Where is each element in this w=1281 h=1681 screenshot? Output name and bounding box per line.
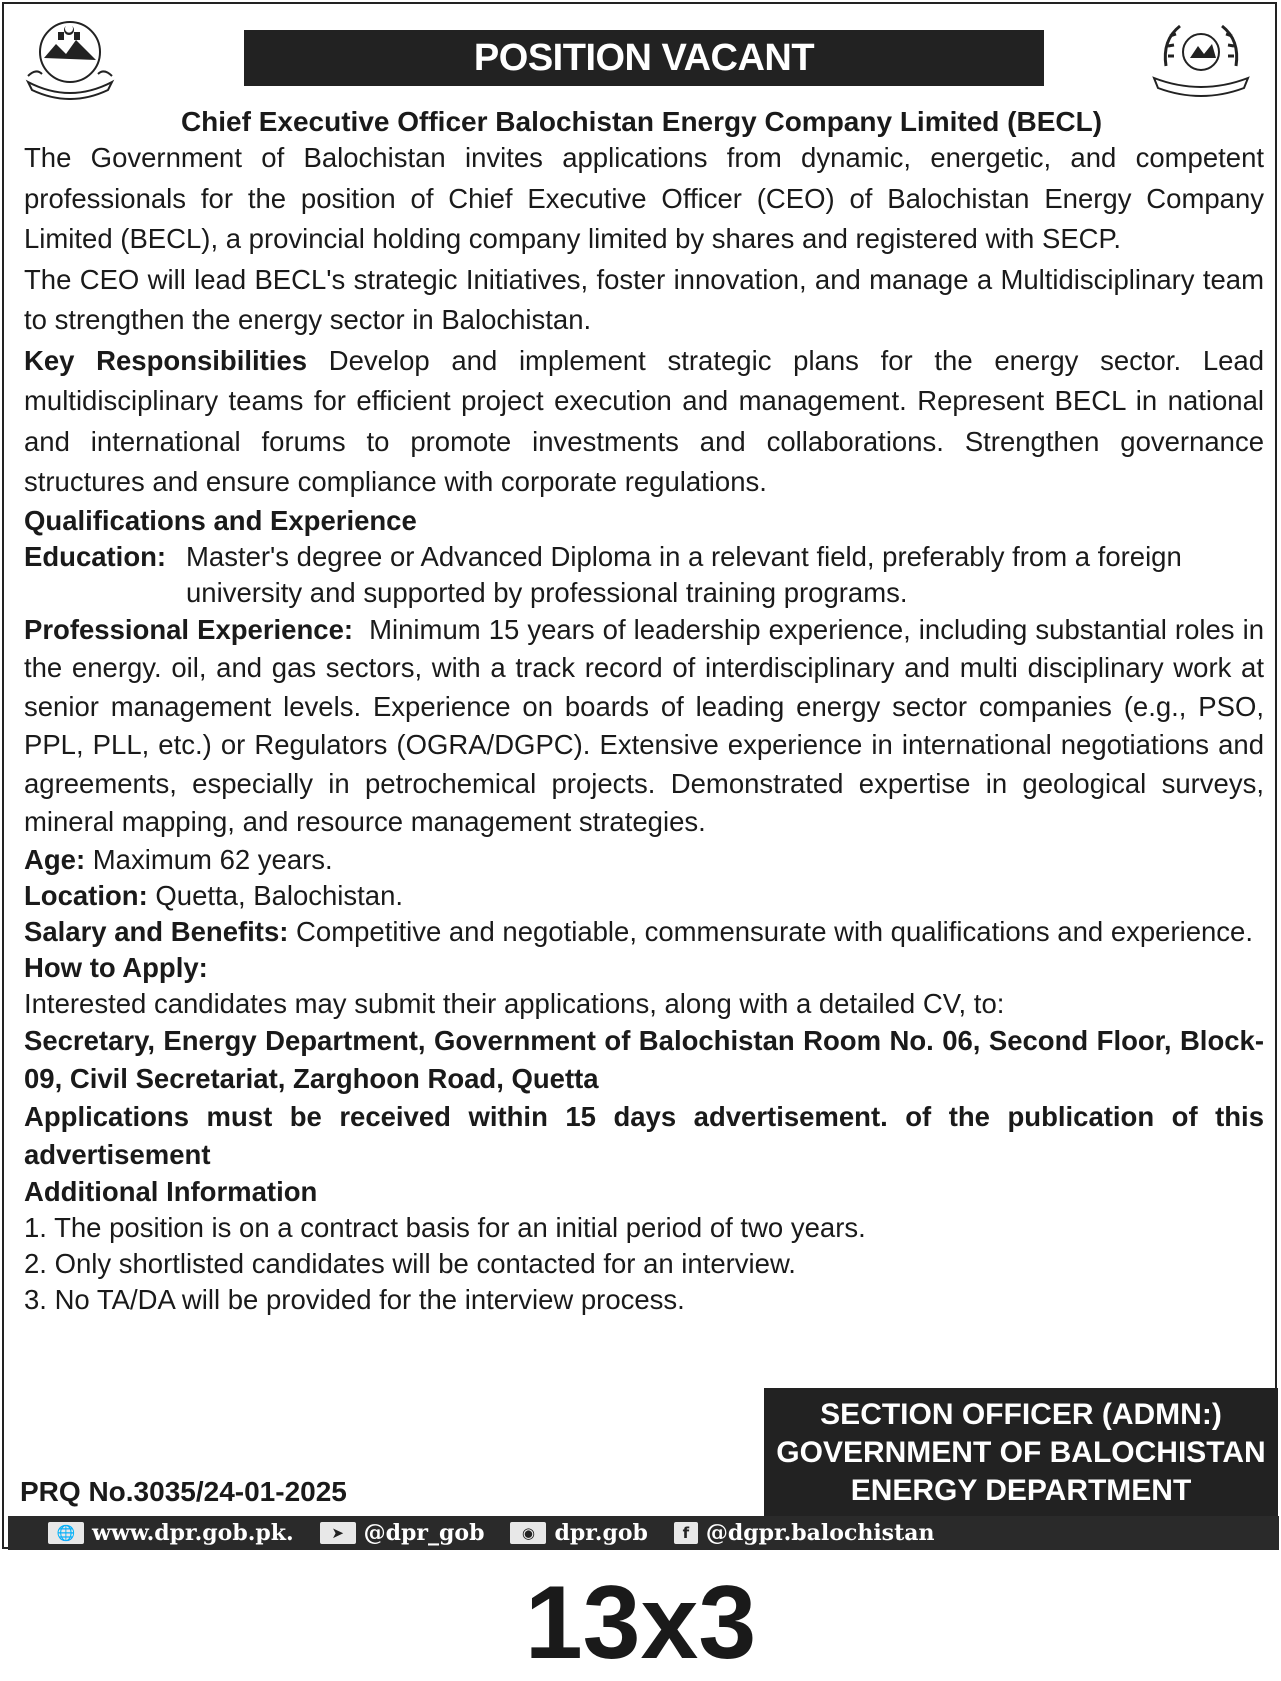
advertisement-frame: [2, 2, 1277, 1549]
responsibilities-label: Key Responsibilities: [24, 344, 308, 376]
website-text: www.dpr.gob.pk.: [92, 1520, 294, 1546]
experience-paragraph: [24, 611, 1264, 843]
prq-number: PRQ No.3035/24-01-2025: [20, 1476, 347, 1507]
footer-twitter[interactable]: [320, 1520, 485, 1546]
footer-facebook[interactable]: [674, 1520, 935, 1546]
salary-label: Salary and Benefits:: [24, 916, 289, 948]
responsibilities-text: Develop and implement strategic plans for the energy sector. Lead multidisciplinary teams for efficient project execution and management. Represent BECL in national and international forums to promote investments and collaborations. Strengthen governance structures and ensure compliance with corporate regulations.: [24, 344, 1264, 497]
officer-line-2: GOVERNMENT OF BALOCHISTAN: [776, 1436, 1266, 1469]
location-label: Location:: [24, 880, 148, 912]
balochistan-emblem-logo: [22, 18, 118, 100]
how-to-apply-text: Interested candidates may submit their applications, along with a detailed CV, to:: [24, 988, 1005, 1020]
ad-size-label: 13x3: [524, 1565, 757, 1681]
apply-deadline: Applications must be received within 15 days advertisement. of the publication of this advertisement: [24, 1101, 1264, 1171]
instagram-icon: ◉: [510, 1522, 546, 1544]
facebook-icon: f: [674, 1522, 698, 1544]
how-to-apply-heading: How to Apply:: [24, 952, 208, 984]
advertisement-body: [24, 138, 1264, 1318]
salary-value: Competitive and negotiable, commensurate with qualifications and experience.: [296, 916, 1253, 948]
dgpr-emblem-logo: [1146, 16, 1256, 98]
intro-paragraph-1: The Government of Balochistan invites applications from dynamic, energetic, and competent professionals for the position of Chief Executive Officer (CEO) of Balochistan Energy Company Limited (BECL), a provincial holding company limited by shares and registered with SECP.: [24, 142, 1264, 254]
responsibilities-paragraph: [24, 341, 1264, 503]
age-value: Maximum 62 years.: [92, 844, 333, 876]
section-officer-box: [764, 1388, 1278, 1516]
education-row: [24, 539, 1264, 611]
intro-paragraph-2: The CEO will lead BECL's strategic Initiatives, foster innovation, and manage a Multidisciplinary team to strengthen the energy sector in Balochistan.: [24, 263, 1264, 335]
apply-address: Secretary, Energy Department, Government of Balochistan Room No. 06, Second Floor, Block-09, Civil Secretariat, Zarghoon Road, Quetta: [24, 1025, 1264, 1095]
additional-info-heading: Additional Information: [24, 1176, 318, 1208]
footer-contact-bar: [8, 1516, 1279, 1550]
officer-line-3: ENERGY DEPARTMENT: [850, 1474, 1192, 1507]
footer-instagram[interactable]: [510, 1520, 647, 1546]
footer-website[interactable]: [48, 1520, 294, 1546]
position-subtitle: Chief Executive Officer Balochistan Energy Company Limited (BECL): [180, 106, 1103, 137]
position-vacant-title: POSITION VACANT: [244, 30, 1044, 86]
education-label: Education:: [24, 540, 167, 572]
additional-info-item-1: 1. The position is on a contract basis for an initial period of two years.: [24, 1212, 866, 1244]
officer-line-1: SECTION OFFICER (ADMN:): [820, 1398, 1222, 1431]
age-label: Age:: [24, 844, 86, 876]
additional-info-item-2: 2. Only shortlisted candidates will be contacted for an interview.: [24, 1248, 796, 1280]
salary-line: [24, 914, 1264, 950]
location-value: Quetta, Balochistan.: [155, 880, 404, 912]
experience-text: Minimum 15 years of leadership experience, including substantial roles in the energy. oil, and gas sectors, with a track record of interdisciplinary and multi disciplinary work at senior management levels. Experience on boards of leading energy sector companies (e.g., PSO, PPL, PLL, etc.) or Regulators (OGRA/DGPC). Extensive experience in international negotiations and agreements, especially in petrochemical projects. Demonstrated expertise in geological surveys, mineral mapping, and resource management strategies.: [24, 613, 1264, 838]
globe-icon: 🌐: [48, 1522, 84, 1544]
twitter-text: @dpr_gob: [363, 1520, 485, 1546]
location-line: [24, 878, 1264, 914]
experience-label: Professional Experience:: [24, 613, 354, 645]
education-text: Master's degree or Advanced Diploma in a relevant field, preferably from a foreign university and supported by professional training programs.: [186, 540, 1182, 608]
additional-info-item-3: 3. No TA/DA will be provided for the interview process.: [24, 1284, 685, 1316]
facebook-text: @dgpr.balochistan: [705, 1520, 935, 1546]
qualifications-heading: Qualifications and Experience: [24, 504, 417, 536]
age-line: [24, 842, 1264, 878]
instagram-text: dpr.gob: [554, 1520, 648, 1546]
twitter-icon: ➤: [320, 1522, 356, 1544]
